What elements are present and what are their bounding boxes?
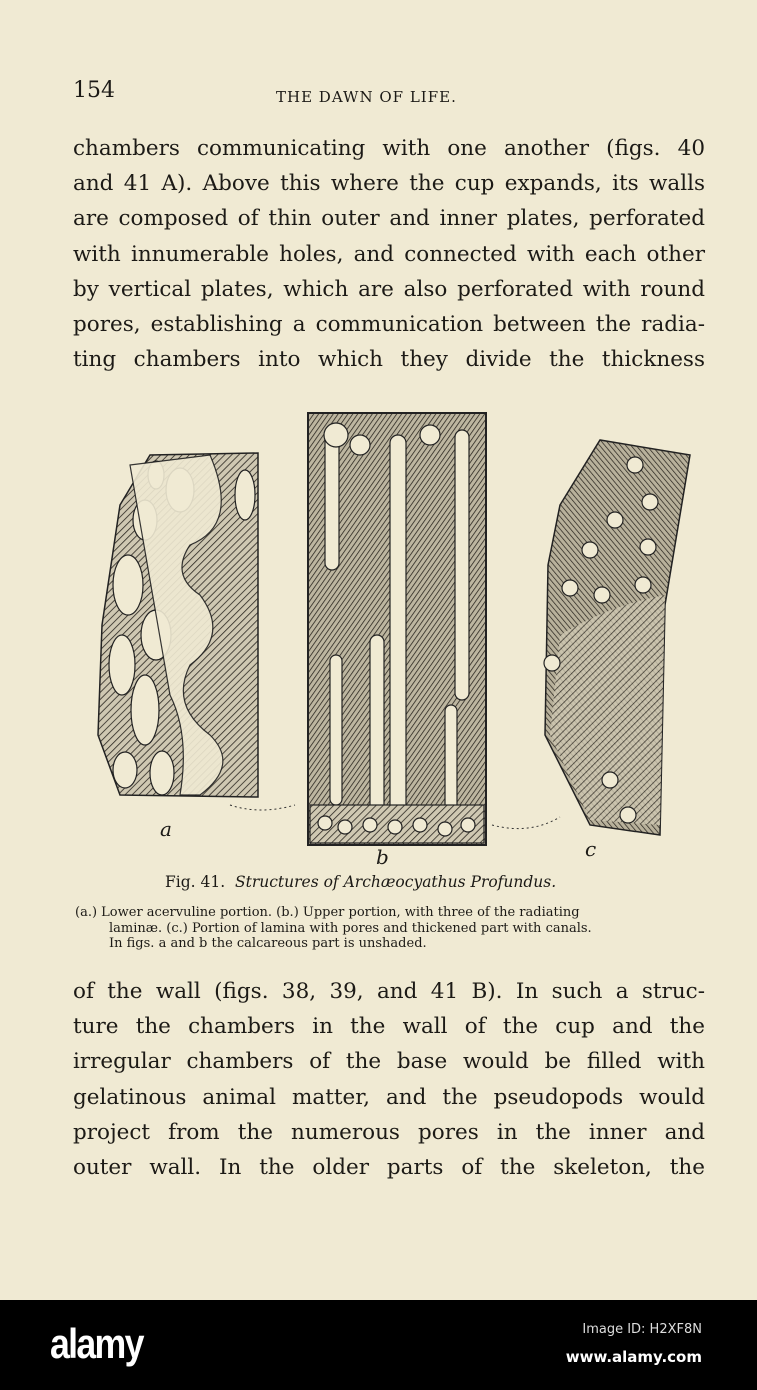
watermark-footer	[0, 1300, 757, 1390]
figure-caption	[165, 873, 556, 891]
figure-part-a	[98, 453, 258, 797]
site-url: www.alamy.com	[565, 1348, 702, 1366]
text-line: irregular chambers of the base would be filled with	[73, 1049, 705, 1075]
running-title: THE DAWN OF LIFE.	[276, 88, 457, 106]
text-line: pores, establishing a communication between the radia-	[73, 312, 705, 338]
image-id: Image ID: H2XF8N	[582, 1322, 702, 1337]
text-line: project from the numerous pores in the inner and	[73, 1119, 705, 1145]
text-line: chambers communicating with one another (figs. 40	[73, 136, 705, 161]
legend-line: (a.) Lower acervuline portion. (b.) Upper portion, with three of the radiating	[75, 905, 580, 920]
alamy-logo: alamy	[50, 1320, 143, 1367]
text-line: of the wall (figs. 38, 39, and 41 B). In such a struc-	[73, 979, 705, 1004]
figure-41	[90, 405, 710, 870]
figure-part-c	[544, 440, 690, 835]
figure-label-a: a	[160, 817, 172, 841]
figure-label-c: c	[585, 837, 597, 861]
figure-label-b: b	[376, 845, 389, 869]
text-line: ting chambers into which they divide the thickness	[73, 347, 705, 373]
paragraph-bottom	[73, 974, 705, 1185]
text-line: by vertical plates, which are also perforated with round	[73, 276, 705, 302]
text-line: ture the chambers in the wall of the cup and the	[73, 1014, 705, 1040]
text-line: and 41 A). Above this where the cup expands, its walls	[73, 171, 705, 197]
figure-illustration	[90, 405, 710, 870]
figure-legend	[75, 905, 715, 952]
figure-part-b	[308, 413, 486, 845]
paragraph-top	[73, 131, 705, 377]
caption-title: Structures of Archæocyathus Profundus.	[235, 873, 557, 891]
caption-prefix: Fig. 41.	[165, 873, 226, 891]
text-line: outer wall. In the older parts of the skeleton, the	[73, 1155, 705, 1181]
text-line: are composed of thin outer and inner plates, perforated	[73, 206, 705, 232]
page-number: 154	[73, 78, 115, 103]
legend-line: laminæ. (c.) Portion of lamina with pores and thickened part with canals.	[109, 920, 592, 936]
legend-line: In figs. a and b the calcareous part is unshaded.	[109, 936, 427, 951]
text-line: with innumerable holes, and connected with each other	[73, 241, 705, 267]
text-line: gelatinous animal matter, and the pseudopods would	[73, 1084, 705, 1110]
